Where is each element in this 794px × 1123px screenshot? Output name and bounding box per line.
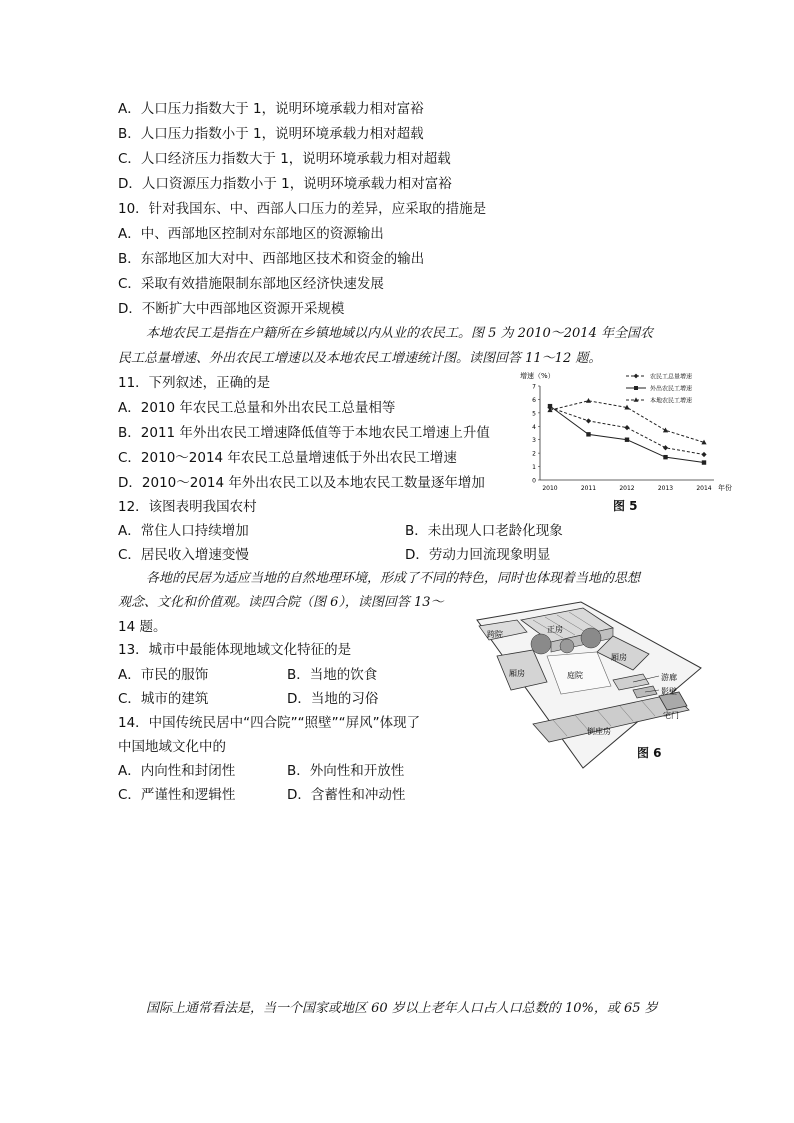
data-point [586, 398, 591, 403]
q10-stem: 10．针对我国东、中、西部人口压力的差异，应采取的措施是 [118, 201, 487, 217]
q12-option-b: B．未出现人口老龄化现象 [405, 523, 563, 539]
label-kuayuan: 跨院 [487, 630, 503, 639]
q9-option-a: A．人口压力指数大于 1，说明环境承载力相对富裕 [118, 101, 424, 117]
q12-stem: 12．该图表明我国农村 [118, 499, 257, 515]
label-tingyuan: 庭院 [567, 671, 583, 680]
x-tick-label: 2010 [542, 485, 558, 492]
x-tick-label: 2011 [580, 485, 597, 492]
fig6-siheyuan-illustration [463, 598, 708, 780]
legend-label: 农民工总量增速 [650, 373, 693, 381]
passage2-line3: 14 题。 [118, 619, 167, 635]
passage1-line1: 本地农民工是指在户籍所在乡镇地域以内从业的农民工。图 5 为 2010～2014 年全国农 [146, 326, 653, 341]
bottom-text: 国际上通常看法是，当一个国家或地区 60 岁以上老年人口占人口总数的 10%，或 65 岁 [146, 1001, 658, 1016]
q13-stem: 13．城市中最能体现地域文化特征的是 [118, 642, 352, 658]
q13-option-a: A．市民的服饰 [118, 667, 209, 683]
q11-option-d: D．2010～2014 年外出农民工以及本地农民工数量逐年增加 [118, 475, 485, 491]
data-point [663, 428, 668, 433]
label-zhengfang: 正房 [547, 625, 563, 634]
label-zhaimen: 宅门 [663, 711, 679, 720]
y-tick-label: 5 [532, 410, 536, 418]
q13-option-c: C．城市的建筑 [118, 691, 209, 707]
label-xiangfang-right: 厢房 [611, 653, 627, 662]
y-axis-label: 增速（%） [520, 372, 555, 380]
data-point [663, 445, 668, 450]
q11-option-c: C．2010～2014 年农民工总量增速低于外出农民工增速 [118, 450, 457, 466]
data-point [701, 452, 706, 457]
label-xiangfang-left: 厢房 [509, 669, 525, 678]
y-tick-label: 7 [532, 383, 536, 391]
y-tick-label: 2 [532, 450, 536, 458]
q14-option-d: D．含蓄性和冲动性 [287, 787, 406, 803]
y-tick-label: 0 [532, 477, 536, 485]
y-tick-label: 3 [532, 437, 536, 445]
legend-label: 外出农民工增速 [650, 385, 693, 393]
q13-option-d: D．当地的习俗 [287, 691, 379, 707]
x-tick-label: 2013 [657, 485, 674, 492]
legend-label: 本地农民工增速 [650, 397, 693, 405]
legend-marker [634, 374, 639, 379]
q14-option-a: A．内向性和封闭性 [118, 763, 236, 779]
q10-option-a: A．中、西部地区控制对东部地区的资源输出 [118, 226, 384, 242]
data-point [663, 455, 667, 459]
y-tick-label: 4 [532, 423, 536, 431]
q9-option-c: C．人口经济压力指数大于 1，说明环境承载力相对超载 [118, 151, 451, 167]
fig6-caption: 图 6 [637, 746, 662, 760]
q10-option-b: B．东部地区加大对中、西部地区技术和资金的输出 [118, 251, 425, 267]
q11-option-a: A．2010 年农民工总量和外出农民工总量相等 [118, 400, 396, 416]
series-line-1 [550, 407, 704, 454]
fig5-caption: 图 5 [613, 499, 638, 513]
q10-option-c: C．采取有效措施限制东部地区经济快速发展 [118, 276, 384, 292]
legend-marker [634, 386, 638, 390]
q14-option-c: C．严谨性和逻辑性 [118, 787, 236, 803]
x-tick-label: 2014 [696, 485, 712, 492]
q14-option-b: B．外向性和开放性 [287, 763, 405, 779]
q11-stem: 11．下列叙述，正确的是 [118, 375, 271, 391]
data-point [624, 425, 629, 430]
q12-option-c: C．居民收入增速变慢 [118, 547, 249, 563]
passage2-line2: 观念、文化和价值观。读四合院（图 6），读图回答 13～ [118, 595, 444, 610]
q9-option-b: B．人口压力指数小于 1，说明环境承载力相对超载 [118, 126, 424, 142]
passage1-line2: 民工总量增速、外出农民工增速以及本地农民工增速统计图。读图回答 11～12 题。 [118, 351, 602, 366]
x-tick-label: 2012 [619, 485, 635, 492]
data-point [625, 438, 629, 442]
label-youlang: 游廊 [661, 673, 677, 682]
q12-option-d: D．劳动力回流现象明显 [405, 547, 551, 563]
label-daozuofang: 倒座房 [587, 727, 611, 736]
q9-option-d: D．人口资源压力指数小于 1，说明环境承载力相对富裕 [118, 176, 452, 192]
x-axis-label: 年份 [718, 484, 732, 492]
data-point [586, 432, 590, 436]
y-tick-label: 1 [532, 464, 536, 472]
q11-option-b: B．2011 年外出农民工增速降低值等于本地农民工增速上升值 [118, 425, 490, 441]
q12-option-a: A．常住人口持续增加 [118, 523, 249, 539]
y-tick-label: 6 [532, 396, 536, 404]
passage2-line1: 各地的民居为适应当地的自然地理环境，形成了不同的特色，同时也体现着当地的思想 [146, 571, 641, 586]
q14-stem-line1: 14．中国传统民居中“四合院”“照壁”“屏风”体现了 [118, 715, 421, 731]
series-line-2 [550, 406, 704, 462]
label-yingbi: 影壁 [661, 687, 677, 696]
data-point [586, 418, 591, 423]
q13-option-b: B．当地的饮食 [287, 667, 378, 683]
fig5-chart [508, 368, 734, 496]
data-point [702, 460, 706, 464]
q14-stem-line2: 中国地域文化中的 [118, 739, 226, 755]
q10-option-d: D．不断扩大中西部地区资源开采规模 [118, 301, 345, 317]
